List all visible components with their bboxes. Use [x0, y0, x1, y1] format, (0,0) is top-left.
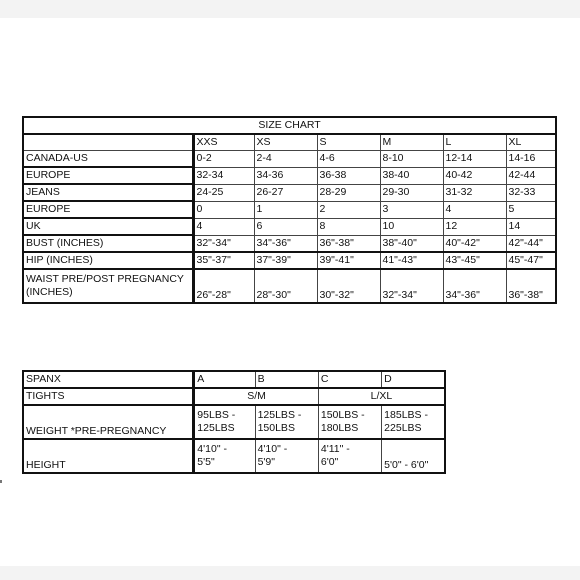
- table-cell: [255, 405, 318, 439]
- table-cell: 2: [317, 201, 380, 218]
- table-cell: C: [318, 371, 381, 388]
- size-header-cell: L: [443, 134, 506, 151]
- size-chart-title: SIZE CHART: [23, 117, 556, 134]
- size-header-cell: M: [380, 134, 443, 151]
- table-cell: 32-33: [506, 184, 556, 201]
- table-row: [23, 151, 556, 168]
- table-cell: 4: [443, 201, 506, 218]
- table-cell: 26"-28": [193, 269, 254, 303]
- cell-line: 185LBS -: [384, 409, 428, 421]
- table-cell: 12: [443, 218, 506, 235]
- table-cell: [194, 439, 255, 473]
- table-cell: 32"-34": [380, 269, 443, 303]
- table-cell: 35"-37": [193, 252, 254, 269]
- table-row: [23, 388, 445, 405]
- table-row: [23, 405, 445, 439]
- table-cell: 36"-38": [317, 235, 380, 252]
- cell-line: 4'11" -: [320, 443, 350, 455]
- table-cell: 34-36: [254, 167, 317, 184]
- table-cell: 28-29: [317, 184, 380, 201]
- size-chart-title-row: [23, 117, 556, 134]
- cell-line: 6'0": [320, 456, 339, 468]
- table-cell: 34"-36": [443, 269, 506, 303]
- table-cell: D: [382, 371, 445, 388]
- table-cell: 29-30: [380, 184, 443, 201]
- cell-line: 225LBS: [384, 422, 422, 434]
- table-cell: 40"-42": [443, 235, 506, 252]
- table-cell: [318, 405, 381, 439]
- row-label-line: (INCHES): [26, 286, 73, 298]
- size-chart-table: [22, 116, 557, 304]
- spanx-chart-table: [22, 370, 446, 474]
- cell-line: 4'10" -: [257, 443, 288, 455]
- table-cell: 14: [506, 218, 556, 235]
- table-cell: 37"-39": [254, 252, 317, 269]
- size-header-blank: [23, 134, 193, 151]
- row-label: [23, 269, 193, 303]
- row-label: SPANX: [23, 371, 194, 388]
- row-label: EUROPE: [23, 167, 193, 184]
- table-cell: 4-6: [317, 151, 380, 168]
- table-cell: 10: [380, 218, 443, 235]
- cell-line: 4'10" -: [197, 443, 227, 455]
- table-cell: 40-42: [443, 167, 506, 184]
- size-header-cell: XXS: [193, 134, 254, 151]
- edge-mark: [0, 480, 2, 483]
- row-label: WEIGHT *PRE-PREGNANCY: [23, 405, 194, 439]
- table-cell: 5'0" - 6'0": [382, 439, 445, 473]
- size-header-cell: XS: [254, 134, 317, 151]
- table-cell: 38"-40": [380, 235, 443, 252]
- table-cell: 30"-32": [317, 269, 380, 303]
- table-cell: 0-2: [193, 151, 254, 168]
- table-cell: A: [194, 371, 255, 388]
- table-cell: 4: [193, 218, 254, 235]
- table-cell: 38-40: [380, 167, 443, 184]
- table-cell: B: [255, 371, 318, 388]
- table-cell: 6: [254, 218, 317, 235]
- table-cell: 8-10: [380, 151, 443, 168]
- table-cell: [255, 439, 318, 473]
- table-cell: 45"-47": [506, 252, 556, 269]
- table-cell: [382, 405, 445, 439]
- row-label-line: WAIST PRE/POST PREGNANCY: [26, 273, 184, 285]
- table-row: [23, 167, 556, 184]
- cell-line: 5'9": [257, 456, 275, 468]
- cell-line: 125LBS: [197, 422, 235, 434]
- row-label: BUST (INCHES): [23, 235, 193, 252]
- table-row: [23, 235, 556, 252]
- cell-line: 150LBS -: [320, 409, 365, 421]
- table-cell: 12-14: [443, 151, 506, 168]
- row-label: EUROPE: [23, 201, 193, 218]
- row-label: JEANS: [23, 184, 193, 201]
- table-cell: 41"-43": [380, 252, 443, 269]
- table-cell: 31-32: [443, 184, 506, 201]
- row-label: HEIGHT: [23, 439, 194, 473]
- row-label: TIGHTS: [23, 388, 194, 405]
- cell-line: 95LBS -: [197, 409, 236, 421]
- table-row: [23, 252, 556, 269]
- table-cell: 0: [193, 201, 254, 218]
- table-cell: L/XL: [318, 388, 445, 405]
- table-row: [23, 218, 556, 235]
- cell-line: 150LBS: [257, 422, 295, 434]
- cell-line: 5'5": [197, 456, 215, 468]
- size-header-row: [23, 134, 556, 151]
- table-cell: 2-4: [254, 151, 317, 168]
- table-cell: 24-25: [193, 184, 254, 201]
- table-cell: [318, 439, 381, 473]
- row-label: UK: [23, 218, 193, 235]
- table-cell: 26-27: [254, 184, 317, 201]
- cell-line: 125LBS -: [257, 409, 302, 421]
- table-cell: 1: [254, 201, 317, 218]
- cell-line: 180LBS: [320, 422, 359, 434]
- table-cell: 5: [506, 201, 556, 218]
- table-cell: 14-16: [506, 151, 556, 168]
- table-cell: 42-44: [506, 167, 556, 184]
- table-row: [23, 371, 445, 388]
- table-cell: 28"-30": [254, 269, 317, 303]
- table-cell: 32-34: [193, 167, 254, 184]
- table-cell: 36-38: [317, 167, 380, 184]
- table-row: [23, 269, 556, 303]
- table-cell: 36"-38": [506, 269, 556, 303]
- table-cell: 42"-44": [506, 235, 556, 252]
- table-row: [23, 439, 445, 473]
- table-cell: 39"-41": [317, 252, 380, 269]
- table-cell: 43"-45": [443, 252, 506, 269]
- table-row: [23, 184, 556, 201]
- size-header-cell: S: [317, 134, 380, 151]
- table-cell: [194, 405, 255, 439]
- table-cell: 8: [317, 218, 380, 235]
- table-cell: S/M: [194, 388, 319, 405]
- table-cell: 3: [380, 201, 443, 218]
- table-cell: 34"-36": [254, 235, 317, 252]
- row-label: CANADA-US: [23, 151, 193, 168]
- row-label: HIP (INCHES): [23, 252, 193, 269]
- table-cell: 32"-34": [193, 235, 254, 252]
- size-header-cell: XL: [506, 134, 556, 151]
- table-row: [23, 201, 556, 218]
